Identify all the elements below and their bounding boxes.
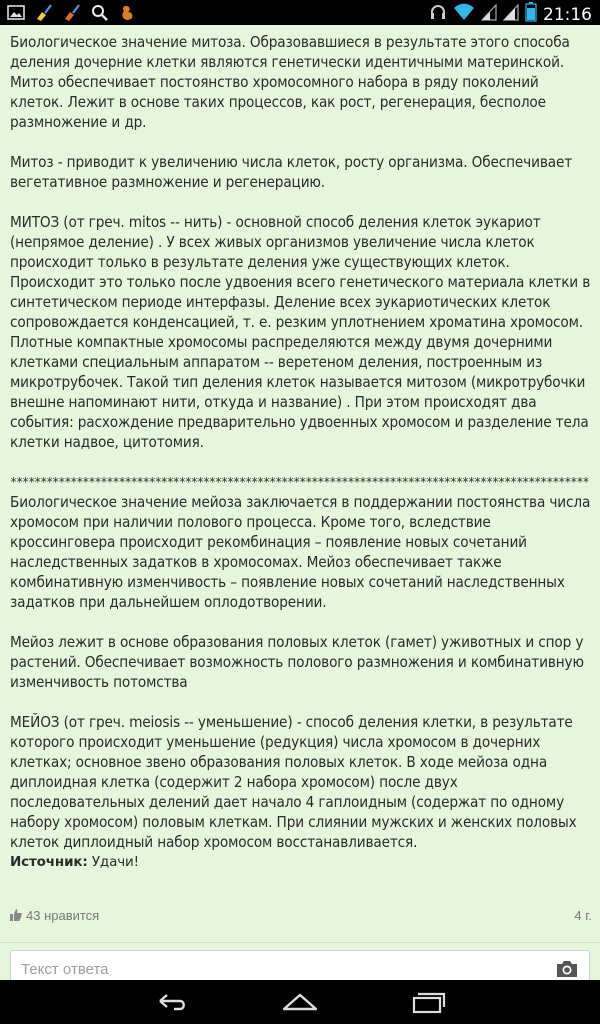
navigation-bar [0, 980, 600, 1024]
source-line [10, 852, 595, 872]
clock: 21:16 [543, 4, 592, 25]
broom-icon [34, 3, 54, 22]
squirrel-icon [118, 3, 138, 22]
answer-paragraph: Биологическое значение мейоза заключается в поддержании постоянства числа хромосом при наличии полового процесса. Кроме того, вследствие кроссинговера происходит рекомбинация – появление новых сочетаний наследственных задатков в хромосомах. Мейоз обеспечивает также комбинативную изменчивость – появление новых сочетаний наследственных задатков при дальнейшем оплодотворении. [10, 493, 591, 611]
home-button[interactable] [280, 987, 320, 1017]
wifi-icon [453, 3, 475, 26]
answer-paragraph: Митоз - приводит к увеличению числа клеток, росту организма. Обеспечивает вегетативное размножение и регенерацию. [10, 153, 573, 191]
back-icon [152, 987, 192, 1017]
signal-icon [481, 3, 497, 26]
recent-apps-button[interactable] [408, 987, 448, 1017]
answer-paragraph: МЕЙОЗ (от греч. meiosis -- уменьшение) - способ деления клетки, в результате которого происходит уменьшение (редукция) числа хромосом в дочерних клетках; основное звено образования половых клеток. В ходе мейоза одна диплоидная клетка (содержит 2 набора хромосом) после двух последовательных делений дает начало 4 гаплоидным (содержат по одному набору хромосом) половым клеткам. При слиянии мужских и женских половых клеток диплоидный набор хромосом восстанавливается. [10, 713, 577, 851]
answer-panel [0, 25, 600, 980]
source-value: Удачи! [91, 854, 139, 870]
divider [0, 942, 600, 943]
answer-meta [10, 905, 592, 925]
broom-icon [62, 3, 82, 22]
camera-icon[interactable] [555, 959, 579, 979]
like-button[interactable] [10, 908, 99, 923]
image-icon [6, 3, 26, 22]
answer-paragraph: Биологическое значение митоза. Образовавшиеся в результате этого способа деления дочерние клетки являются генетически идентичными материнской. Митоз обеспечивает постоянство хромосомного набора в ряду поколений клеток. Лежит в основе таких процессов, как рост, регенерация, бесполое размножение и др. [10, 33, 570, 131]
answer-paragraph: Мейоз лежит в основе образования половых клеток (гамет) уживотных и спор у растений. Обеспечивает возможность полового размножения и комбинативную изменчивость потомства [10, 633, 584, 691]
answer-age: 4 г. [574, 907, 592, 923]
headphones-icon [429, 3, 447, 26]
thumbs-up-icon [10, 909, 22, 921]
recent-apps-icon [408, 987, 448, 1017]
separator-line: ************************************************************************************************ [10, 475, 589, 489]
reply-input[interactable] [21, 961, 521, 978]
battery-icon [525, 2, 537, 27]
status-bar [0, 0, 600, 25]
home-icon [280, 987, 320, 1017]
likes-count: 43 нравится [26, 907, 100, 923]
back-button[interactable] [152, 987, 192, 1017]
search-icon [90, 3, 110, 22]
source-label: Источник: [10, 854, 88, 870]
signal-icon [503, 3, 519, 26]
answer-text [10, 32, 595, 872]
reply-box [10, 950, 590, 980]
answer-paragraph: МИТОЗ (от греч. mitos -- нить) - основной способ деления клеток эукариот (непрямое деление) . У всех живых организмов увеличение числа клеток происходит только в результате деления уже существующих клеток. Происходит это только после удвоения всего генетического материала клетки в синтетическом периоде интерфазы. Деление всех эукариотических клеток сопровождается конденсацией, т. е. резким уплотнением хроматина хромосом. Плотные компактные хромосомы распределяются между двумя дочерними клетками специальным аппаратом -- веретеном деления, построенным из микротрубочек. Такой тип деления клеток называется митозом (микротрубочки внешне напоминают нити, откуда и название) . При этом происходят два события: расхождение предварительно удвоенных хромосом и разделение тела клетки надвое, цитотомия. [10, 213, 591, 451]
